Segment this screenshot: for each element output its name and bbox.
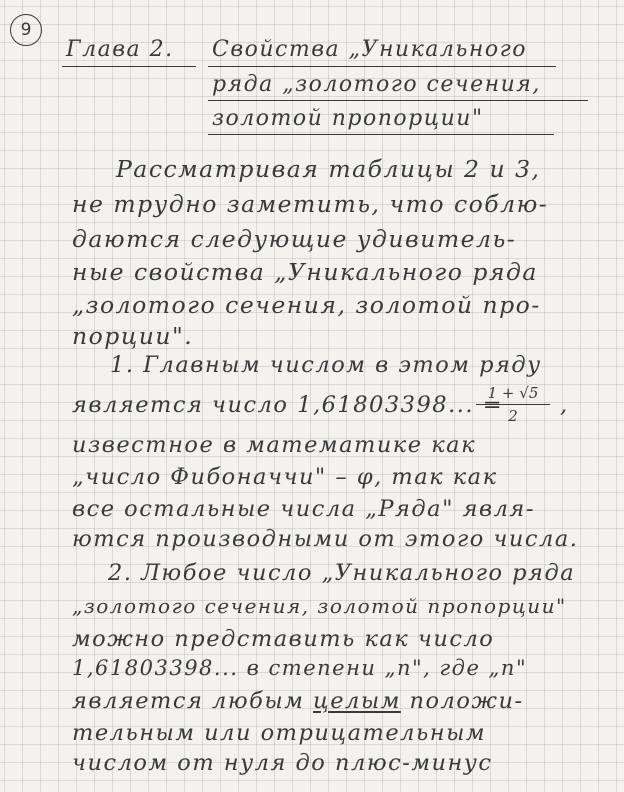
title-line-2: ряда „золотого сечения, xyxy=(212,72,541,97)
formula-fraction-bar xyxy=(476,404,550,405)
underlined-word: целым xyxy=(313,688,401,714)
title-line-3: золотой пропорции" xyxy=(212,106,484,131)
intro-line-5: „золотого сечения, золотой про- xyxy=(72,291,541,319)
page-number: 9 xyxy=(10,14,42,46)
golden-ratio-formula xyxy=(476,384,550,425)
intro-line-3: даются следующие удивитель- xyxy=(72,225,517,253)
item2-line-5 xyxy=(72,688,524,714)
item2-line-7: числом от нуля до плюс-минус xyxy=(72,750,493,776)
chapter-underline xyxy=(62,66,196,67)
item1-line-1: 1. Главным числом в этом ряду xyxy=(110,352,542,378)
item1-line-4: „число Фибоначчи" – φ, так как xyxy=(72,464,498,490)
formula-trailing-comma: , xyxy=(560,392,569,418)
title-underline-1 xyxy=(208,66,556,67)
item1-line-2: является число 1,61803398... = xyxy=(72,392,504,418)
intro-line-2: не трудно заметить, что соблю- xyxy=(72,190,549,218)
title-line-1: Свойства „Уникального xyxy=(212,37,527,62)
item1-line-6: ются производными от этого числа. xyxy=(72,526,579,552)
intro-line-1: Рассматривая таблицы 2 и 3, xyxy=(116,155,541,183)
item2-line-2: „золотого сечения, золотой пропорции" xyxy=(72,594,567,618)
item2-line-4: 1,61803398... в степени „n", где „n" xyxy=(72,656,528,680)
chapter-label: Глава 2. xyxy=(66,37,174,62)
title-underline-2 xyxy=(208,100,588,101)
item2-line-6: тельным или отрицательным xyxy=(72,720,487,746)
intro-line-4: ные свойства „Уникального ряда xyxy=(72,258,538,286)
intro-line-6: порции". xyxy=(72,322,194,350)
item2-line-3: можно представить как число xyxy=(72,626,495,652)
item1-line-5: все остальные числа „Ряда" явля- xyxy=(72,496,535,522)
formula-denominator: 2 xyxy=(508,407,518,425)
item2-line-5-end: положи- xyxy=(400,688,524,714)
item2-line-1: 2. Любое число „Уникального ряда xyxy=(108,560,576,586)
formula-numerator: 1 + √5 xyxy=(487,384,539,402)
title-underline-3 xyxy=(208,134,554,135)
item1-line-3: известное в математике как xyxy=(72,432,476,458)
item2-line-5-start: является любым xyxy=(72,688,314,714)
